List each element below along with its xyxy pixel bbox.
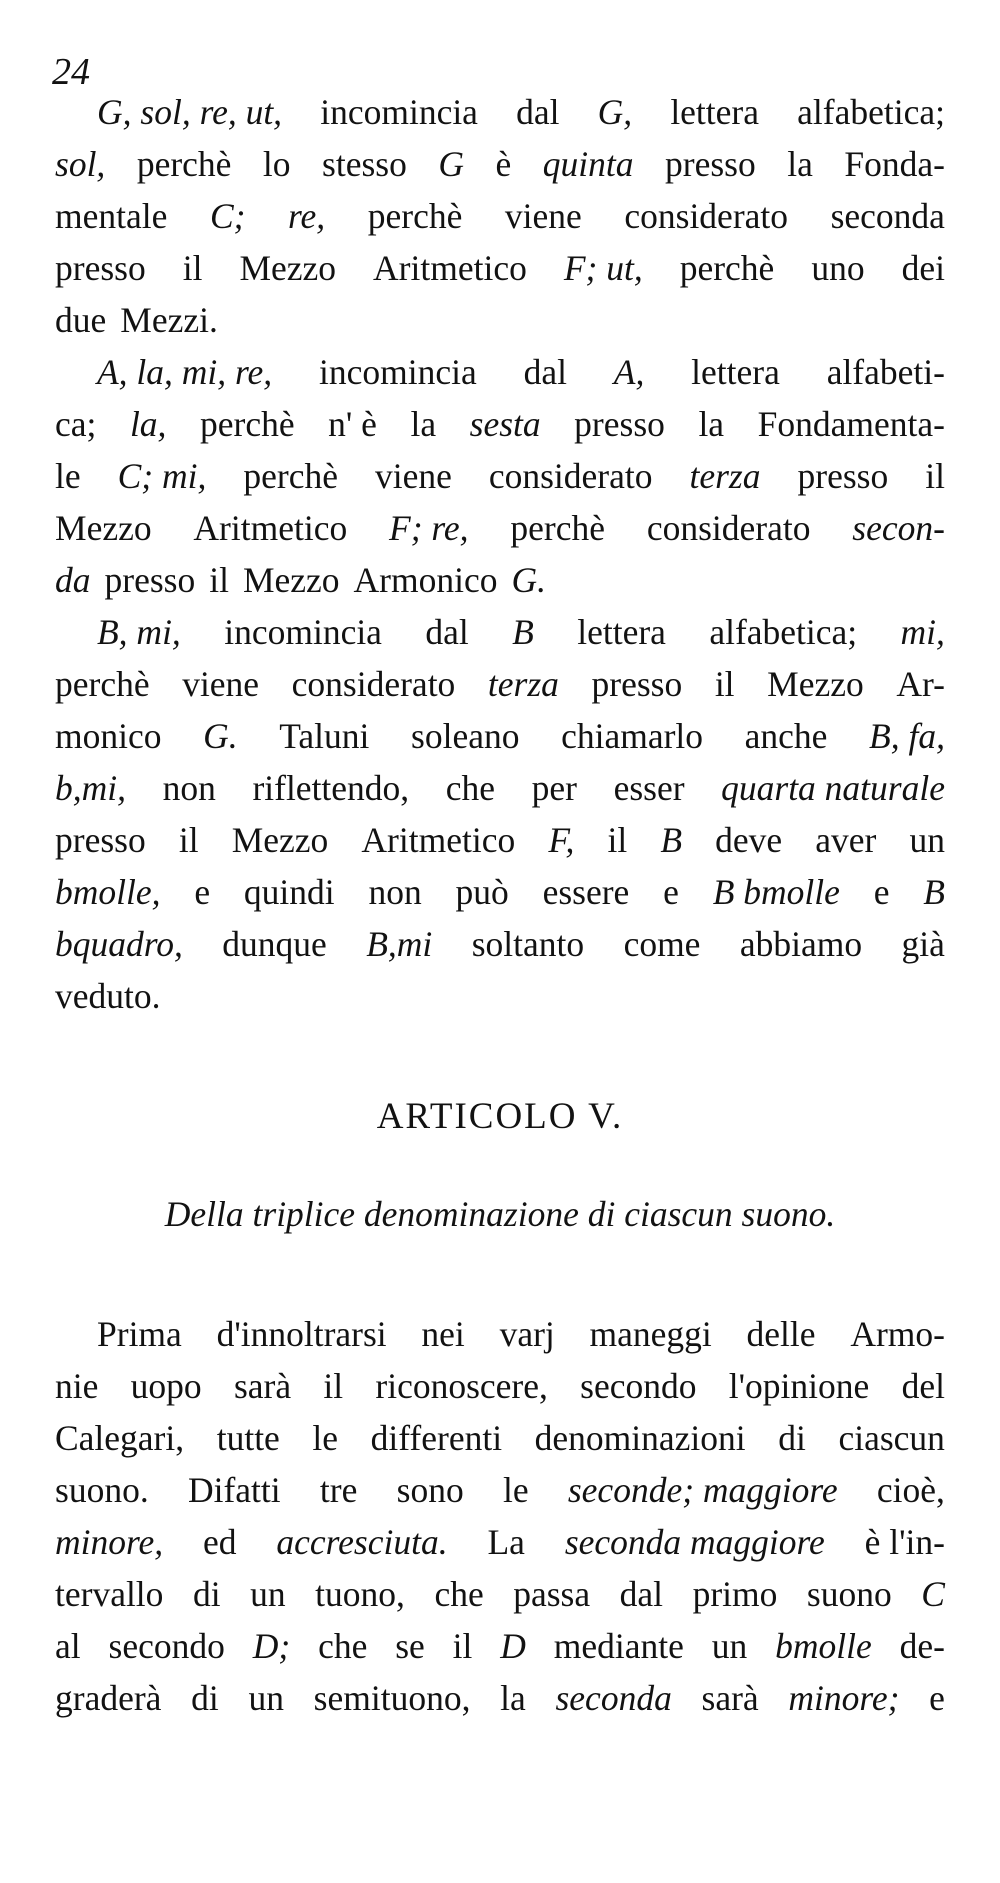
word: B,mi [366,924,433,964]
word: uopo [130,1366,202,1406]
word: chiamarlo [561,716,704,756]
word: G. [203,716,238,756]
word: delle [746,1314,816,1354]
word: Aritmetico [361,820,516,860]
word: presso [591,664,683,704]
word: Calegari, [55,1418,185,1458]
word: lettera [577,612,666,652]
word: il [925,456,945,496]
word: differenti [370,1418,503,1458]
word: ca; [55,404,97,444]
word: A, la, mi, re, [97,352,273,392]
word: un [711,1626,748,1666]
word: le [55,456,81,496]
word: terza [689,456,761,496]
word: la [500,1678,526,1718]
word: terza [487,664,559,704]
word: viene [374,456,452,496]
text-line [55,970,945,1022]
text-line [55,1360,945,1412]
word: sarà [233,1366,292,1406]
word: lo [262,144,291,184]
word: seconda [555,1678,672,1718]
word: che [318,1626,368,1666]
word: perchè [367,196,463,236]
word: le [502,1470,529,1510]
word: presso [574,404,665,444]
word: G, sol, re, ut, [97,92,283,132]
word: lettera [691,352,780,392]
word: deve [715,820,783,860]
word: del [901,1366,945,1406]
word: alfabeti- [826,352,945,392]
word: la [787,144,813,184]
word: quindi [243,872,335,912]
word: semituono, [313,1678,471,1718]
word: B [923,872,945,912]
text-line [55,1412,945,1464]
word: varj [499,1314,555,1354]
word: incomincia [320,92,478,132]
word: considerato [488,456,653,496]
word: d'innoltrarsi [216,1314,387,1354]
word: dal [425,612,469,652]
body-text-top [55,86,945,1022]
word: tervallo [55,1574,164,1614]
word: G [438,144,464,184]
word: presso [55,248,146,288]
word: un [250,1574,286,1614]
word: esser [613,768,685,808]
word: dei [901,248,945,288]
word: quarta naturale [721,768,945,808]
word: dal [516,92,560,132]
text-line [55,242,945,294]
text-line [55,866,945,918]
word: dunque [222,924,327,964]
word: presso [797,456,889,496]
word: il [178,820,199,860]
word: riflettendo, [252,768,410,808]
article-subtitle: Della triplice denominazione di ciascun suono. [164,1194,836,1234]
word: al [55,1626,81,1666]
text-line [55,398,945,450]
word: incomincia [319,352,477,392]
word: F; re, [389,508,469,548]
word: B [660,820,682,860]
page-number: 24 [52,51,90,93]
word: Prima [97,1314,182,1354]
word: Armo- [850,1314,945,1354]
word: Taluni [279,716,370,756]
word: e [194,872,211,912]
word: Fondamenta- [757,404,945,444]
word: ciascun [838,1418,945,1458]
word: C; mi, [117,456,207,496]
word: accresciuta. [276,1522,448,1562]
word: Fonda- [844,144,945,184]
text-line [55,1516,945,1568]
text-line [55,86,945,138]
word: sarà [701,1678,759,1718]
word: e [663,872,679,912]
word: sesta [469,404,541,444]
word: secon- [852,508,945,548]
text-line [55,502,945,554]
word: B [512,612,534,652]
word: C [921,1574,945,1614]
word: incomincia [224,612,382,652]
word: perchè [679,248,775,288]
word: considerato [624,196,789,236]
word: sol, [55,144,106,184]
word: di [192,1574,221,1614]
word: monico [55,716,162,756]
text-line [55,1568,945,1620]
word: Aritmetico [193,508,348,548]
text-line [55,918,945,970]
word: il [452,1626,473,1666]
word: La [487,1522,525,1562]
word: D; [252,1626,291,1666]
word: è [495,144,512,184]
word: perchè [55,664,150,704]
word: G, [597,92,633,132]
word: tutte [216,1418,280,1458]
word: Mezzo [239,248,337,288]
word: D [500,1626,526,1666]
word: già [901,924,945,964]
word: suono [806,1574,892,1614]
text-line [55,450,945,502]
word: nie [55,1366,99,1406]
word: mediante [553,1626,684,1666]
word: essere [542,872,630,912]
word: seconde; maggiore [567,1470,838,1510]
word: Mezzi. [120,300,218,340]
word: perchè [199,404,295,444]
word: F, [548,820,575,860]
text-line [55,606,945,658]
word: che [434,1574,484,1614]
word: B bmolle [712,872,840,912]
word: mi, [900,612,945,652]
word: Mezzo [767,664,864,704]
word: seconda [830,196,945,236]
word: maneggi [589,1314,712,1354]
word: il [714,664,735,704]
word: n' è [328,404,377,444]
word: considerato [646,508,811,548]
word: per [531,768,577,808]
word: se [395,1626,425,1666]
word: e [929,1678,945,1718]
word: le [312,1418,339,1458]
word: minore, [55,1522,164,1562]
word: un [909,820,945,860]
word: dal [619,1574,664,1614]
text-line [55,814,945,866]
word: veduto. [55,976,161,1016]
word: soltanto [471,924,585,964]
word: viene [504,196,582,236]
word: aver [815,820,877,860]
text-line [55,1620,945,1672]
word: riconoscere, [375,1366,548,1406]
word: il [323,1366,344,1406]
word: come [623,924,701,964]
word: secondo [108,1626,225,1666]
word: B, fa, [869,716,945,756]
word: anche [744,716,828,756]
word: il [209,560,229,600]
word: mentale [55,196,168,236]
text-line [55,294,945,346]
text-line [55,658,945,710]
text-line [55,1308,945,1360]
word: da [55,560,91,600]
word: presso [665,144,756,184]
word: graderà [55,1678,162,1718]
word: l'opinione [728,1366,870,1406]
word: A, [613,352,645,392]
word: ed [203,1522,237,1562]
word: Armonico [353,560,498,600]
text-line [55,346,945,398]
word: tuono, [315,1574,405,1614]
word: bmolle [775,1626,872,1666]
word: la, [129,404,167,444]
word: viene [182,664,260,704]
text-line [55,710,945,762]
word: lettera [670,92,759,132]
word: C; [209,196,246,236]
word: la [410,404,437,444]
word: B, mi, [97,612,181,652]
word: presso [104,560,196,600]
word: denominazioni [534,1418,746,1458]
word: Ar- [896,664,945,704]
word: un [248,1678,284,1718]
word: e [873,872,890,912]
word: F; ut, [563,248,643,288]
word: Mezzo [242,560,340,600]
word: minore; [788,1678,900,1718]
word: è l'in- [864,1522,945,1562]
word: cioè, [876,1470,945,1510]
word: Mezzo [231,820,329,860]
word: seconda maggiore [564,1522,825,1562]
word: due [55,300,107,340]
word: quinta [542,144,634,184]
word: perchè [510,508,605,548]
word: de- [899,1626,945,1666]
word: re, [288,196,326,236]
text-line [55,138,945,190]
word: considerato [291,664,456,704]
text-line [55,190,945,242]
word: alfabetica; [797,92,945,132]
word: di [191,1678,219,1718]
word: la [698,404,725,444]
word: tre [319,1470,358,1510]
text-line [55,762,945,814]
word: Difatti [187,1470,281,1510]
word: dal [523,352,567,392]
body-text-bottom [55,1308,945,1724]
word: soleano [411,716,520,756]
word: stesso [322,144,407,184]
word: Mezzo [55,508,152,548]
word: il [607,820,628,860]
word: perchè [243,456,338,496]
text-line [55,1464,945,1516]
word: il [182,248,203,288]
text-line [55,554,945,606]
word: non [368,872,422,912]
word: sono [396,1470,464,1510]
word: nei [421,1314,465,1354]
word: secondo [580,1366,697,1406]
word: alfabetica; [709,612,858,652]
word: suono. [55,1470,149,1510]
word: perchè [136,144,232,184]
word: abbiamo [739,924,863,964]
word: b,mi, [55,768,126,808]
word: G. [511,560,547,600]
word: bquadro, [55,924,183,964]
article-heading: ARTICOLO V. [376,1096,624,1137]
word: primo [692,1574,778,1614]
word: che [445,768,496,808]
word: presso [55,820,146,860]
word: può [455,872,509,912]
word: uno [811,248,865,288]
word: Aritmetico [373,248,527,288]
word: bmolle, [55,872,161,912]
text-line [55,1672,945,1724]
word: passa [513,1574,591,1614]
word: non [162,768,216,808]
word: di [778,1418,806,1458]
